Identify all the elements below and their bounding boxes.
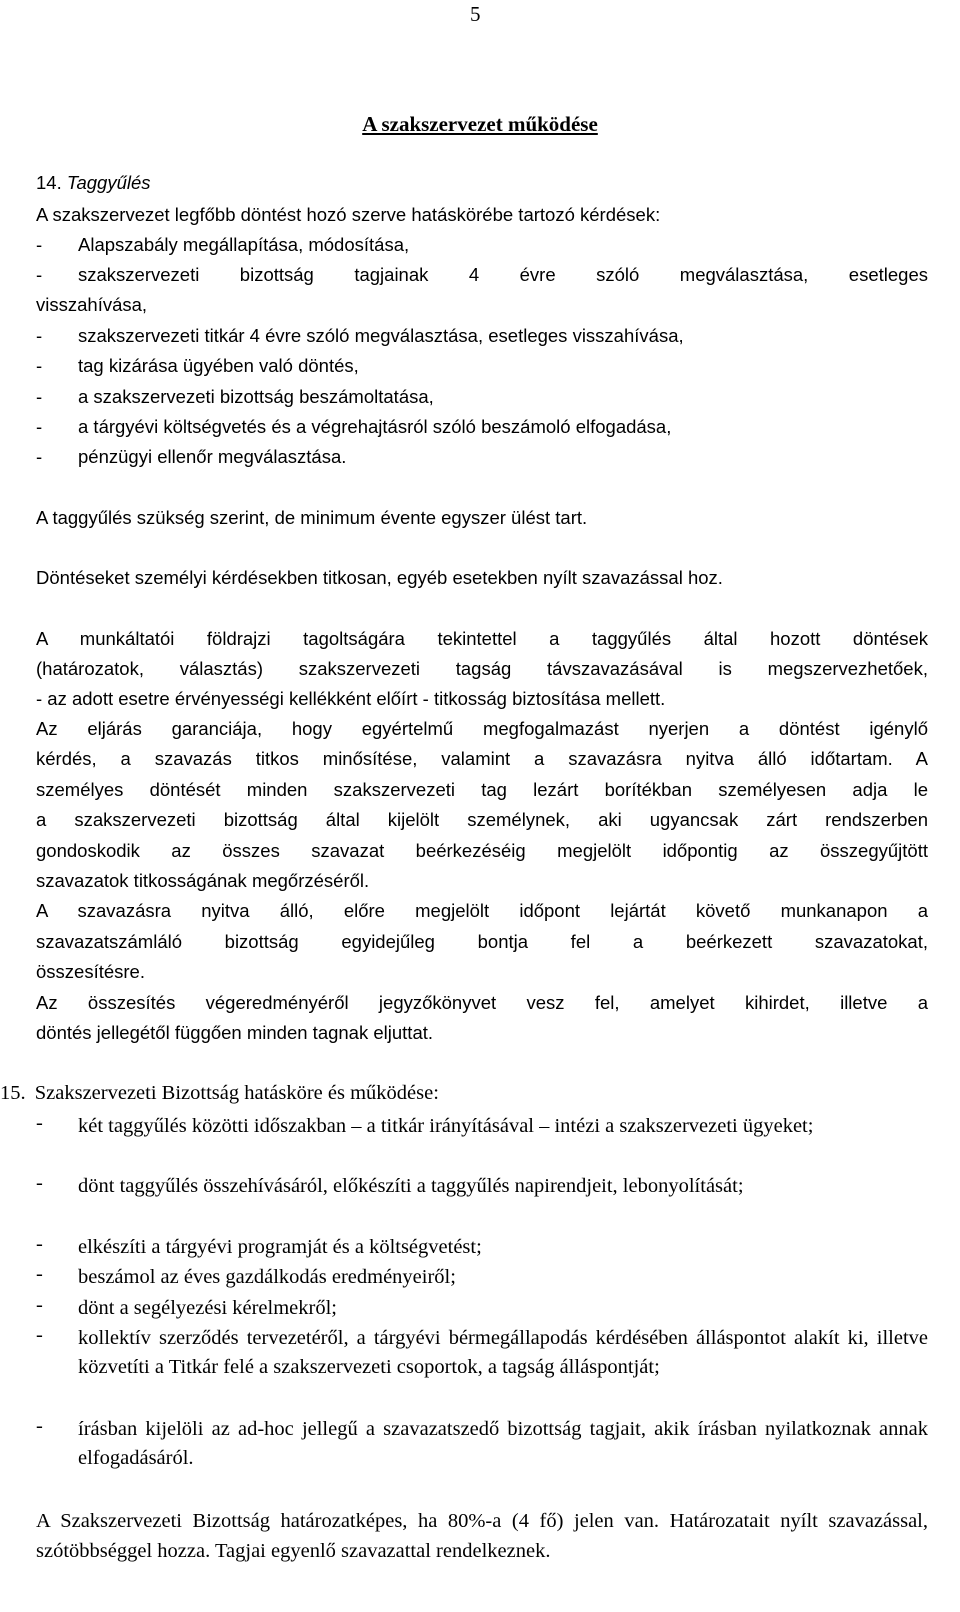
paragraph-line: a szakszervezeti bizottság által kijelölt személynek, aki ugyancsak zárt rendszerben <box>36 809 928 830</box>
list-dash: - <box>36 1112 43 1134</box>
list-item: tag kizárása ügyében való döntés, <box>78 355 359 376</box>
list-item: a szakszervezeti bizottság beszámoltatása, <box>78 386 434 407</box>
list-dash: - <box>36 234 43 255</box>
list-dash: - <box>36 1233 43 1255</box>
paragraph-line: A szavazásra nyitva álló, előre megjelölt időpont lejártát követő munkanapon a <box>36 900 928 921</box>
section-14-number: 14. <box>36 172 62 193</box>
paragraph-line: gondoskodik az összes szavazat beérkezéséig megjelölt időpontig az összegyűjtött <box>36 840 928 861</box>
list-item: dönt a segélyezési kérelmekről; <box>78 1297 337 1319</box>
page-number: 5 <box>470 2 481 26</box>
list-item-continuation: visszahívása, <box>36 294 148 315</box>
list-item: Alapszabály megállapítása, módosítása, <box>78 234 410 255</box>
section-14-intro: A szakszervezet legfőbb döntést hozó szerve hatáskörébe tartozó kérdések: <box>36 204 661 225</box>
list-item: elkészíti a tárgyévi programját és a költségvetést; <box>78 1236 482 1258</box>
section-14-heading <box>36 172 151 194</box>
list-item: dönt taggyűlés összehívásáról, előkészíti a taggyűlés napirendjeit, lebonyolítását; <box>78 1175 744 1197</box>
list-dash: - <box>36 355 43 376</box>
list-item: kollektív szerződés tervezetéről, a tárgyévi bérmegállapodás kérdésében álláspontot alakít ki, illetve közvetíti a Titkár felé a szakszervezeti csoportok, a tagság álláspontját; <box>78 1327 928 1378</box>
closing-paragraph: A Szakszervezeti Bizottság határozatképes, ha 80%-a (4 fő) jelen van. Határozatait nyílt szavazással, szótöbbséggel hozza. Tagjai egyenlő szavazattal rendelkeznek. <box>36 1510 928 1562</box>
list-item: szakszervezeti bizottság tagjainak 4 évre szóló megválasztása, esetleges <box>78 264 928 285</box>
list-dash: - <box>36 1263 43 1285</box>
section-14-title: Taggyűlés <box>66 172 151 193</box>
paragraph-line: összesítésre. <box>36 961 145 982</box>
list-item: írásban kijelöli az ad-hoc jellegű a szavazatszedő bizottság tagjait, akik írásban nyilatkoznak annak elfogadásáról. <box>78 1418 928 1469</box>
list-dash: - <box>36 386 43 407</box>
list-dash: - <box>36 1172 43 1194</box>
paragraph-line: Az összesítés végeredményéről jegyzőkönyvet vesz fel, amelyet kihirdet, illetve a <box>36 992 928 1013</box>
paragraph-line: szavazatszámláló bizottság egyidejűleg bontja fel a beérkezett szavazatokat, <box>36 931 928 952</box>
section-15-number: 15. <box>0 1082 26 1104</box>
list-dash: - <box>36 446 43 467</box>
list-dash: - <box>36 1324 43 1346</box>
paragraph: A taggyűlés szükség szerint, de minimum évente egyszer ülést tart. <box>36 507 588 528</box>
list-dash: - <box>36 264 43 285</box>
list-dash: - <box>36 416 43 437</box>
paragraph-line: A munkáltatói földrajzi tagoltságára tekintettel a taggyűlés által hozott döntések <box>36 628 928 649</box>
list-dash: - <box>36 1294 43 1316</box>
paragraph-line: személyes döntését minden szakszervezeti tag lezárt borítékban személyesen adja le <box>36 779 928 800</box>
section-15-heading <box>0 1082 439 1105</box>
paragraph: Döntéseket személyi kérdésekben titkosan, egyéb esetekben nyílt szavazással hoz. <box>36 567 723 588</box>
paragraph-line: szavazatok titkosságának megőrzéséről. <box>36 870 370 891</box>
paragraph-line: döntés jellegétől függően minden tagnak eljuttat. <box>36 1022 434 1043</box>
list-item: pénzügyi ellenőr megválasztása. <box>78 446 347 467</box>
list-item: a tárgyévi költségvetés és a végrehajtásról szóló beszámoló elfogadása, <box>78 416 672 437</box>
list-dash: - <box>36 325 43 346</box>
paragraph-line: kérdés, a szavazás titkos minősítése, valamint a szavazásra nyitva álló időtartam. A <box>36 748 928 769</box>
list-item: szakszervezeti titkár 4 évre szóló megválasztása, esetleges visszahívása, <box>78 325 684 346</box>
list-dash: - <box>36 1415 43 1437</box>
paragraph-line: Az eljárás garanciája, hogy egyértelmű megfogalmazást nyerjen a döntést igénylő <box>36 718 928 739</box>
list-item: két taggyűlés közötti időszakban – a titkár irányításával – intézi a szakszervezeti ügyeket; <box>78 1115 814 1137</box>
paragraph-line: - az adott esetre érvényességi kellékként előírt - titkosság biztosítása mellett. <box>36 688 666 709</box>
section-15-title: Szakszervezeti Bizottság hatásköre és működése: <box>34 1082 439 1104</box>
paragraph-line: (határozatok, választás) szakszervezeti tagság távszavazásával is megszervezhetőek, <box>36 658 928 679</box>
page-title: A szakszervezet működése <box>362 112 598 136</box>
list-item: beszámol az éves gazdálkodás eredményeiről; <box>78 1266 456 1288</box>
